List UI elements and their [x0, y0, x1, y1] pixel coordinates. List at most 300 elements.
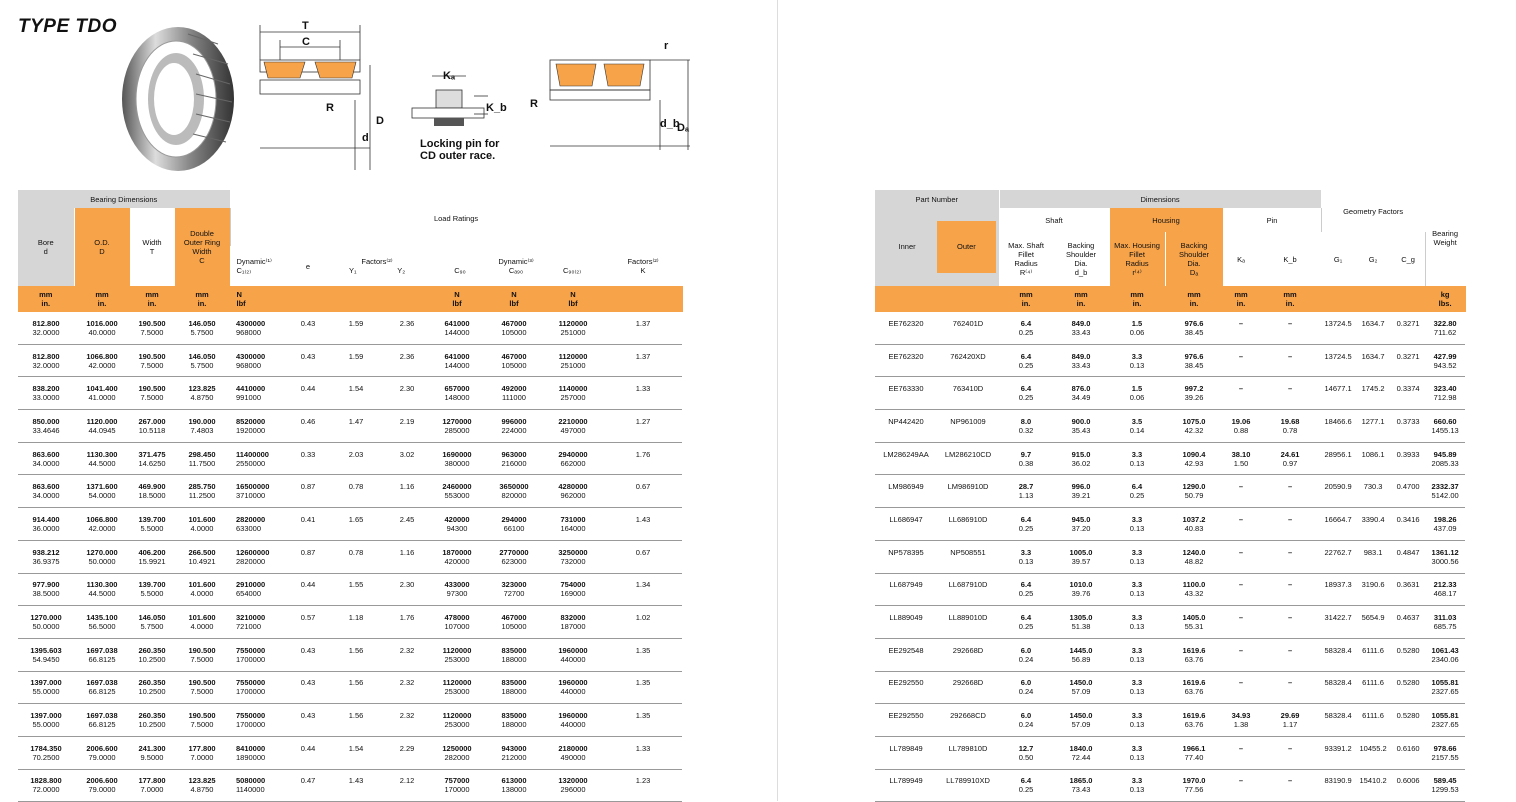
table-cell: 863.600 34.0000: [18, 475, 74, 508]
table-cell: 0.5280: [1391, 704, 1425, 737]
table-cell: 4300000 968000: [230, 312, 290, 344]
table-row: [18, 540, 682, 573]
label-R2: R: [530, 98, 538, 110]
table-cell: 0.78: [326, 475, 386, 508]
table-cell: 641000 144000: [428, 312, 486, 344]
table-cell: 3.3 0.13: [1109, 573, 1165, 606]
table-cell: –: [1259, 736, 1321, 769]
table-cell: 983.1: [1355, 540, 1391, 573]
table-cell: 1.16: [386, 540, 428, 573]
table-cell: 0.3933: [1391, 442, 1425, 475]
table-cell: 2.36: [386, 312, 428, 344]
table-cell: –: [1259, 344, 1321, 377]
table-cell: 6.4 0.25: [999, 573, 1053, 606]
label-C: C: [302, 36, 310, 48]
table-cell: 6.0 0.24: [999, 638, 1053, 671]
table-cell: LL687949: [875, 573, 937, 606]
table-cell: 12600000 2820000: [230, 540, 290, 573]
table-cell: 1270000 285000: [428, 410, 486, 443]
header-ka: Kₐ: [1223, 232, 1259, 286]
table-cell: 8520000 1920000: [230, 410, 290, 443]
table-row: [875, 540, 1465, 573]
table-cell: LL889049: [875, 606, 937, 639]
table-cell: –: [1223, 736, 1259, 769]
table-cell: –: [1223, 344, 1259, 377]
table-cell: 146.050 5.7500: [174, 344, 230, 377]
table-cell: 294000 66100: [486, 508, 542, 541]
table-cell: LM286210CD: [937, 442, 999, 475]
table-cell: 1397.000 55.0000: [18, 704, 74, 737]
table-cell: 6111.6: [1355, 704, 1391, 737]
table-row: [18, 736, 682, 769]
table-cell: 1130.300 44.5000: [74, 442, 130, 475]
table-cell: 1865.0 73.43: [1053, 769, 1109, 802]
table-cell: 762420XD: [937, 344, 999, 377]
table-row: [875, 377, 1465, 410]
table-cell: 0.46: [290, 410, 326, 443]
table-cell: 3390.4: [1355, 508, 1391, 541]
table-cell: 4300000 968000: [230, 344, 290, 377]
table-cell: 190.000 7.4803: [174, 410, 230, 443]
table-cell: 849.0 33.43: [1053, 312, 1109, 344]
table-cell: 3210000 721000: [230, 606, 290, 639]
table-cell: 900.0 35.43: [1053, 410, 1109, 443]
table-cell: 93391.2: [1321, 736, 1355, 769]
table-row: [18, 442, 682, 475]
table-cell: 22762.7: [1321, 540, 1355, 573]
table-cell: 1.34: [604, 573, 682, 606]
table-cell: –: [1223, 769, 1259, 802]
table-cell: 849.0 33.43: [1053, 344, 1109, 377]
table-cell: 101.600 4.0000: [174, 573, 230, 606]
table-cell: 139.700 5.5000: [130, 508, 174, 541]
table-cell: 914.400 36.0000: [18, 508, 74, 541]
table-cell: –: [1223, 312, 1259, 344]
table-row: [875, 573, 1465, 606]
table-cell: 1277.1: [1355, 410, 1391, 443]
table-cell: 1.35: [604, 704, 682, 737]
table-cell: 1055.81 2327.65: [1425, 671, 1465, 704]
table-cell: 13724.5: [1321, 344, 1355, 377]
table-cell: 1120000 253000: [428, 638, 486, 671]
table-cell: 241.300 9.5000: [130, 736, 174, 769]
load-ratings-table: [18, 190, 683, 802]
table-cell: 371.475 14.6250: [130, 442, 174, 475]
table-cell: 1.56: [326, 638, 386, 671]
table-cell: –: [1223, 638, 1259, 671]
table-cell: 29.69 1.17: [1259, 704, 1321, 737]
table-row: [18, 312, 682, 344]
table-cell: 28.7 1.13: [999, 475, 1053, 508]
table-cell: 763410D: [937, 377, 999, 410]
table-cell: LL789810D: [937, 736, 999, 769]
table-cell: 9.7 0.38: [999, 442, 1053, 475]
table-cell: 1.76: [386, 606, 428, 639]
table-cell: 1075.0 42.32: [1165, 410, 1223, 443]
table-cell: 3650000 820000: [486, 475, 542, 508]
table-cell: 3.02: [386, 442, 428, 475]
table-cell: 1450.0 57.09: [1053, 671, 1109, 704]
table-cell: 18466.6: [1321, 410, 1355, 443]
table-cell: 1100.0 43.32: [1165, 573, 1223, 606]
table-cell: 3.5 0.14: [1109, 410, 1165, 443]
header-housing-backing: Backing Shoulder Dia. Dₐ: [1165, 232, 1223, 286]
table-cell: 2910000 654000: [230, 573, 290, 606]
header-housing-fillet: Max. Housing Fillet Radius r⁽⁴⁾: [1109, 232, 1165, 286]
table-cell: –: [1223, 508, 1259, 541]
table-cell: 0.3416: [1391, 508, 1425, 541]
table-row: [18, 606, 682, 639]
table-cell: 641000 144000: [428, 344, 486, 377]
unit-shaft-backing: mm in.: [1053, 286, 1109, 312]
table-cell: 24.61 0.97: [1259, 442, 1321, 475]
locking-pin-caption-2: CD outer race.: [420, 150, 496, 162]
table-cell: 1240.0 48.82: [1165, 540, 1223, 573]
header-housing: Housing: [1109, 208, 1223, 232]
table-cell: 190.500 7.5000: [130, 312, 174, 344]
table-cell: –: [1223, 377, 1259, 410]
table-cell: 0.4700: [1391, 475, 1425, 508]
table-cell: 2460000 553000: [428, 475, 486, 508]
table-cell: 6.4 0.25: [999, 508, 1053, 541]
table-cell: 2006.600 79.0000: [74, 736, 130, 769]
table-row: [875, 508, 1465, 541]
table-cell: 1.59: [326, 344, 386, 377]
table-cell: EE292550: [875, 671, 937, 704]
unit-double: mm in.: [174, 286, 230, 312]
table-cell: 2.03: [326, 442, 386, 475]
table-cell: 6.4 0.25: [999, 769, 1053, 802]
table-cell: 754000 169000: [542, 573, 604, 606]
label-R: R: [326, 102, 334, 114]
header-part-number: Part Number: [875, 190, 999, 208]
table-cell: –: [1223, 671, 1259, 704]
table-cell: 0.44: [290, 736, 326, 769]
table-cell: 0.5280: [1391, 638, 1425, 671]
table-cell: 13724.5: [1321, 312, 1355, 344]
page-title: TYPE TDO: [18, 16, 118, 37]
table-cell: 1140000 257000: [542, 377, 604, 410]
table-cell: 2.30: [386, 377, 428, 410]
table-cell: 1270.000 50.0000: [18, 606, 74, 639]
table-row: [18, 508, 682, 541]
table-cell: 3.3 0.13: [1109, 704, 1165, 737]
table-cell: 323000 72700: [486, 573, 542, 606]
part-dimensions-table: [875, 190, 1466, 802]
table-cell: 4280000 962000: [542, 475, 604, 508]
header-bore: Bore d: [18, 208, 74, 286]
table-row: [18, 377, 682, 410]
table-cell: 6.4 0.25: [999, 312, 1053, 344]
table-cell: 11400000 2550000: [230, 442, 290, 475]
table-cell: 3.3 0.13: [1109, 769, 1165, 802]
table-cell: 1966.1 77.40: [1165, 736, 1223, 769]
table-cell: 260.350 10.2500: [130, 671, 174, 704]
header-g2: G₂: [1355, 232, 1391, 286]
table-cell: NP442420: [875, 410, 937, 443]
table-row: [875, 671, 1465, 704]
table-row: [875, 704, 1465, 737]
table-cell: 58328.4: [1321, 704, 1355, 737]
table-cell: 0.47: [290, 769, 326, 802]
header-dynamic1: Dynamic⁽¹⁾ C₁₍₂₎: [230, 246, 290, 286]
table-row: [18, 638, 682, 671]
table-cell: 19.68 0.78: [1259, 410, 1321, 443]
table-cell: 1.56: [326, 704, 386, 737]
header-width: Width T: [130, 208, 174, 286]
unit-housing-fillet: mm in.: [1109, 286, 1165, 312]
table-cell: 1.43: [604, 508, 682, 541]
table-cell: 433000 97300: [428, 573, 486, 606]
table-cell: 1435.100 56.5000: [74, 606, 130, 639]
table-cell: 2.36: [386, 344, 428, 377]
table-cell: 15410.2: [1355, 769, 1391, 802]
table-cell: 1.35: [604, 671, 682, 704]
table-cell: 1.55: [326, 573, 386, 606]
table-cell: 467000 105000: [486, 606, 542, 639]
table-cell: 0.87: [290, 540, 326, 573]
table-cell: 997.2 39.26: [1165, 377, 1223, 410]
table-cell: EE292550: [875, 704, 937, 737]
table-row: [875, 312, 1465, 344]
table-cell: 1619.6 63.76: [1165, 671, 1223, 704]
table-cell: 730.3: [1355, 475, 1391, 508]
table-cell: 589.45 1299.53: [1425, 769, 1465, 802]
table-cell: 1745.2: [1355, 377, 1391, 410]
table-cell: –: [1259, 377, 1321, 410]
table-cell: 1445.0 56.89: [1053, 638, 1109, 671]
table-cell: 2940000 662000: [542, 442, 604, 475]
unit-ka: mm in.: [1223, 286, 1259, 312]
table-cell: LL889010D: [937, 606, 999, 639]
unit-bore: mm in.: [18, 286, 74, 312]
unit-c90: N lbf: [428, 286, 486, 312]
table-cell: 260.350 10.2500: [130, 638, 174, 671]
header-bearing-dimensions: Bearing Dimensions: [18, 190, 230, 208]
table-cell: 2332.37 5142.00: [1425, 475, 1465, 508]
table-cell: –: [1259, 508, 1321, 541]
table-cell: 1619.6 63.76: [1165, 638, 1223, 671]
table-cell: 3.3 0.13: [1109, 508, 1165, 541]
table-cell: 976.6 38.45: [1165, 312, 1223, 344]
mounting-diagram: [540, 40, 700, 170]
header-factors: Factors⁽²⁾ Y₁ Y₂: [326, 246, 428, 286]
table-cell: 3190.6: [1355, 573, 1391, 606]
header-kb: K_b: [1259, 232, 1321, 286]
table-cell: EE762320: [875, 344, 937, 377]
unit-shaft-fillet: mm in.: [999, 286, 1053, 312]
table-cell: 1120000 251000: [542, 344, 604, 377]
table-cell: 945.89 2085.33: [1425, 442, 1465, 475]
table-cell: 2006.600 79.0000: [74, 769, 130, 802]
header-e: e: [290, 246, 326, 286]
table-cell: 1.43: [326, 769, 386, 802]
table-cell: 1.59: [326, 312, 386, 344]
table-cell: 7550000 1700000: [230, 704, 290, 737]
table-cell: 915.0 36.02: [1053, 442, 1109, 475]
table-cell: 10455.2: [1355, 736, 1391, 769]
table-row: [875, 606, 1465, 639]
table-cell: 835000 188000: [486, 704, 542, 737]
table-cell: 7550000 1700000: [230, 638, 290, 671]
table-cell: –: [1259, 606, 1321, 639]
table-cell: 1.02: [604, 606, 682, 639]
table-cell: –: [1259, 671, 1321, 704]
table-cell: 876.0 34.49: [1053, 377, 1109, 410]
table-cell: 996000 224000: [486, 410, 542, 443]
table-cell: EE292548: [875, 638, 937, 671]
table-cell: 1120.000 44.0945: [74, 410, 130, 443]
table-cell: 0.4637: [1391, 606, 1425, 639]
table-row: [18, 769, 682, 802]
table-row: [875, 638, 1465, 671]
table-cell: 0.78: [326, 540, 386, 573]
table-cell: 2.45: [386, 508, 428, 541]
table-cell: 28956.1: [1321, 442, 1355, 475]
unit-c902: N lbf: [542, 286, 604, 312]
table-cell: –: [1259, 312, 1321, 344]
table-cell: 976.6 38.45: [1165, 344, 1223, 377]
label-D: D: [376, 115, 384, 127]
table-cell: 1.18: [326, 606, 386, 639]
table-cell: 1619.6 63.76: [1165, 704, 1223, 737]
table-cell: 6.0 0.24: [999, 671, 1053, 704]
table-cell: 427.99 943.52: [1425, 344, 1465, 377]
table-cell: LM986910D: [937, 475, 999, 508]
table-cell: 6111.6: [1355, 638, 1391, 671]
table-cell: 1.23: [604, 769, 682, 802]
table-cell: 1450.0 57.09: [1053, 704, 1109, 737]
table-cell: 1.37: [604, 344, 682, 377]
label-Kb: K_b: [486, 102, 507, 114]
table-cell: 420000 94300: [428, 508, 486, 541]
table-row: [875, 475, 1465, 508]
table-cell: 101.600 4.0000: [174, 508, 230, 541]
table-cell: 938.212 36.9375: [18, 540, 74, 573]
table-cell: 146.050 5.7500: [130, 606, 174, 639]
table-cell: 1.54: [326, 377, 386, 410]
table-cell: 323.40 712.98: [1425, 377, 1465, 410]
table-cell: 469.900 18.5000: [130, 475, 174, 508]
unit-dynamic1: N lbf: [230, 286, 290, 312]
table-row: [875, 410, 1465, 443]
header-pin: Pin: [1223, 208, 1321, 232]
table-cell: LM986949: [875, 475, 937, 508]
table-cell: 3.3 0.13: [1109, 606, 1165, 639]
table-cell: –: [1259, 769, 1321, 802]
table-cell: 3.3 0.13: [1109, 671, 1165, 704]
table-cell: 260.350 10.2500: [130, 704, 174, 737]
table-cell: 978.66 2157.55: [1425, 736, 1465, 769]
table-cell: 3250000 732000: [542, 540, 604, 573]
table-cell: 2.29: [386, 736, 428, 769]
header-od: O.D. D: [74, 208, 130, 286]
table-cell: 757000 170000: [428, 769, 486, 802]
table-cell: 2820000 633000: [230, 508, 290, 541]
table-cell: NP578395: [875, 540, 937, 573]
label-Ka: Kₐ: [443, 70, 456, 82]
header-geometry: Geometry Factors: [1321, 190, 1425, 232]
table-cell: 1.37: [604, 312, 682, 344]
table-cell: 1041.400 41.0000: [74, 377, 130, 410]
table-cell: 467000 105000: [486, 312, 542, 344]
table-cell: 0.67: [604, 475, 682, 508]
header-shaft-fillet: Max. Shaft Fillet Radius R⁽⁴⁾: [999, 232, 1053, 286]
table-cell: 1960000 440000: [542, 704, 604, 737]
table-cell: 1305.0 51.38: [1053, 606, 1109, 639]
table-cell: 1.5 0.06: [1109, 377, 1165, 410]
table-cell: 0.43: [290, 638, 326, 671]
table-cell: 298.450 11.7500: [174, 442, 230, 475]
table-cell: 3.3 0.13: [1109, 442, 1165, 475]
table-cell: 190.500 7.5000: [174, 704, 230, 737]
label-Da: Dₐ: [677, 122, 690, 134]
table-cell: 0.3374: [1391, 377, 1425, 410]
table-cell: –: [1259, 638, 1321, 671]
table-cell: 322.80 711.62: [1425, 312, 1465, 344]
table-cell: –: [1259, 475, 1321, 508]
unit-od: mm in.: [74, 286, 130, 312]
table-cell: 0.6006: [1391, 769, 1425, 802]
table-cell: 38.10 1.50: [1223, 442, 1259, 475]
table-cell: 177.800 7.0000: [174, 736, 230, 769]
table-cell: LL789910XD: [937, 769, 999, 802]
table-cell: 1.35: [604, 638, 682, 671]
header-g1: G₁: [1321, 232, 1355, 286]
table-cell: 0.43: [290, 344, 326, 377]
table-cell: –: [1259, 540, 1321, 573]
table-cell: 12.7 0.50: [999, 736, 1053, 769]
left-page: [0, 0, 758, 801]
table-cell: 1010.0 39.76: [1053, 573, 1109, 606]
table-cell: 2.32: [386, 638, 428, 671]
table-row: [18, 344, 682, 377]
table-cell: 1016.000 40.0000: [74, 312, 130, 344]
table-cell: 812.800 32.0000: [18, 344, 74, 377]
table-cell: 1290.0 50.79: [1165, 475, 1223, 508]
table-row: [18, 410, 682, 443]
table-cell: 0.33: [290, 442, 326, 475]
table-cell: 1.27: [604, 410, 682, 443]
table-cell: 146.050 5.7500: [174, 312, 230, 344]
table-cell: 83190.9: [1321, 769, 1355, 802]
table-cell: 1090.4 42.93: [1165, 442, 1223, 475]
table-cell: 292668D: [937, 638, 999, 671]
table-cell: 139.700 5.5000: [130, 573, 174, 606]
table-cell: 1250000 282000: [428, 736, 486, 769]
table-row: [875, 769, 1465, 802]
table-cell: 3.3 0.13: [1109, 638, 1165, 671]
bearing-photo: [118, 14, 240, 174]
table-cell: 1.33: [604, 377, 682, 410]
table-cell: 7550000 1700000: [230, 671, 290, 704]
table-cell: 1697.038 66.8125: [74, 704, 130, 737]
table-cell: LL789849: [875, 736, 937, 769]
table-cell: 835000 188000: [486, 638, 542, 671]
table-cell: 1634.7: [1355, 344, 1391, 377]
table-row: [18, 475, 682, 508]
table-cell: 863.600 34.0000: [18, 442, 74, 475]
table-row: [18, 671, 682, 704]
table-cell: 1.56: [326, 671, 386, 704]
table-cell: 762401D: [937, 312, 999, 344]
table-cell: 2.30: [386, 573, 428, 606]
unit-housing-backing: mm in.: [1165, 286, 1223, 312]
table-cell: 2.32: [386, 704, 428, 737]
table-cell: 1697.038 66.8125: [74, 671, 130, 704]
table-cell: 20590.9: [1321, 475, 1355, 508]
cross-section-diagram: [250, 20, 380, 175]
